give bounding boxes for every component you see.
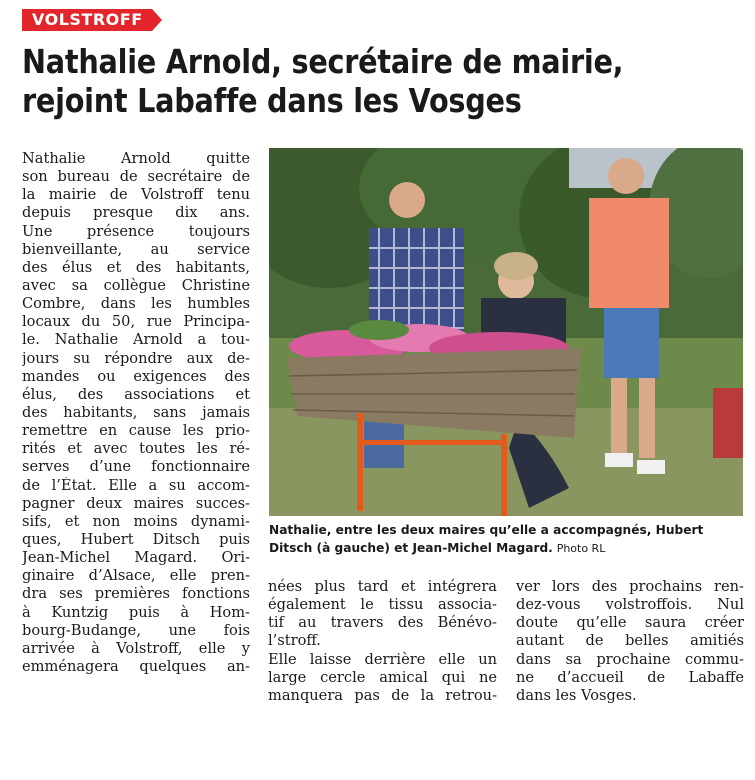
text-line: manquera pas de la retrou-	[268, 686, 497, 704]
text-line: large cercle amical qui ne	[268, 668, 497, 686]
text-line: locaux du 50, rue Principa-	[22, 313, 250, 331]
text-line: jours su répondre aux de-	[22, 349, 250, 367]
photo-illustration	[269, 148, 743, 516]
text-line: avec sa collègue Christine	[22, 276, 250, 294]
text-line: bourg-Budange, une fois	[22, 621, 250, 639]
caption-text: Nathalie, entre les deux maires qu’elle a accompagnés, Hubert Ditsch (à gauche) et Jean-Michel Magard.	[269, 523, 704, 555]
text-line: également le tissu associa-	[268, 596, 497, 614]
text-line: arrivée à Volstroff, elle y	[22, 639, 250, 657]
text-line: rités et avec toutes les ré-	[22, 440, 250, 458]
text-line: dans sa prochaine commu-	[516, 650, 744, 668]
text-line: Elle laisse derrière elle un	[268, 650, 497, 668]
photo-caption	[269, 521, 747, 558]
text-line: des élus et des habitants,	[22, 258, 250, 276]
text-line: la mairie de Volstroff tenu	[22, 186, 250, 204]
text-line: ginaire d’Alsace, elle pren-	[22, 567, 250, 585]
text-line: dans les Vosges.	[516, 686, 637, 704]
article-column-1	[22, 150, 250, 676]
text-line: mandes ou exigences des	[22, 367, 250, 385]
text-line: élus, des associations et	[22, 385, 250, 403]
text-line: tif au travers des Bénévo-	[268, 614, 497, 632]
headline	[22, 42, 648, 120]
text-line: serves d’une fonctionnaire	[22, 458, 250, 476]
photo-credit: Photo RL	[556, 542, 606, 555]
text-line: Combre, dans les humbles	[22, 295, 250, 313]
text-line: bienveillante, au service	[22, 240, 250, 258]
article-column-3	[516, 578, 744, 705]
headline-line: Nathalie Arnold, secrétaire de mairie,	[22, 42, 624, 81]
text-line: depuis presque dix ans.	[22, 204, 250, 222]
text-line: Jean-Michel Magard. Ori-	[22, 549, 250, 567]
text-line: autant de belles amitiés	[516, 632, 744, 650]
text-line: ver lors des prochains ren-	[516, 578, 744, 595]
text-line: des habitants, sans jamais	[22, 403, 250, 421]
text-line: le. Nathalie Arnold a tou-	[22, 331, 250, 349]
text-line: son bureau de secrétaire de	[22, 168, 250, 186]
text-line: l’stroff.	[268, 632, 321, 650]
headline-line: rejoint Labaffe dans les Vosges	[22, 81, 522, 120]
text-line: pagner deux maires succes-	[22, 494, 250, 512]
text-line: emménagera quelques an-	[22, 657, 250, 675]
text-line: dez-vous volstroffois. Nul	[516, 596, 744, 614]
text-line: à Kuntzig puis à Hom-	[22, 603, 250, 621]
text-line: sifs, et non moins dynami-	[22, 512, 250, 530]
section-kicker	[22, 9, 162, 31]
text-line: de l’État. Elle a su accom-	[22, 476, 250, 494]
text-line: Une présence toujours	[22, 222, 250, 240]
text-line: dra ses premières fonctions	[22, 585, 250, 603]
article-photo	[269, 148, 743, 516]
text-line: ne d’accueil de Labaffe	[516, 668, 744, 686]
text-line: doute qu’elle saura créer	[516, 614, 744, 632]
text-line: ques, Hubert Ditsch puis	[22, 530, 250, 548]
text-line: Nathalie Arnold quitte	[22, 150, 250, 167]
text-line: nées plus tard et intégrera	[268, 578, 497, 595]
kicker-label: VOLSTROFF	[32, 10, 143, 29]
article-column-2	[268, 578, 497, 705]
text-line: remettre en cause les prio-	[22, 422, 250, 440]
